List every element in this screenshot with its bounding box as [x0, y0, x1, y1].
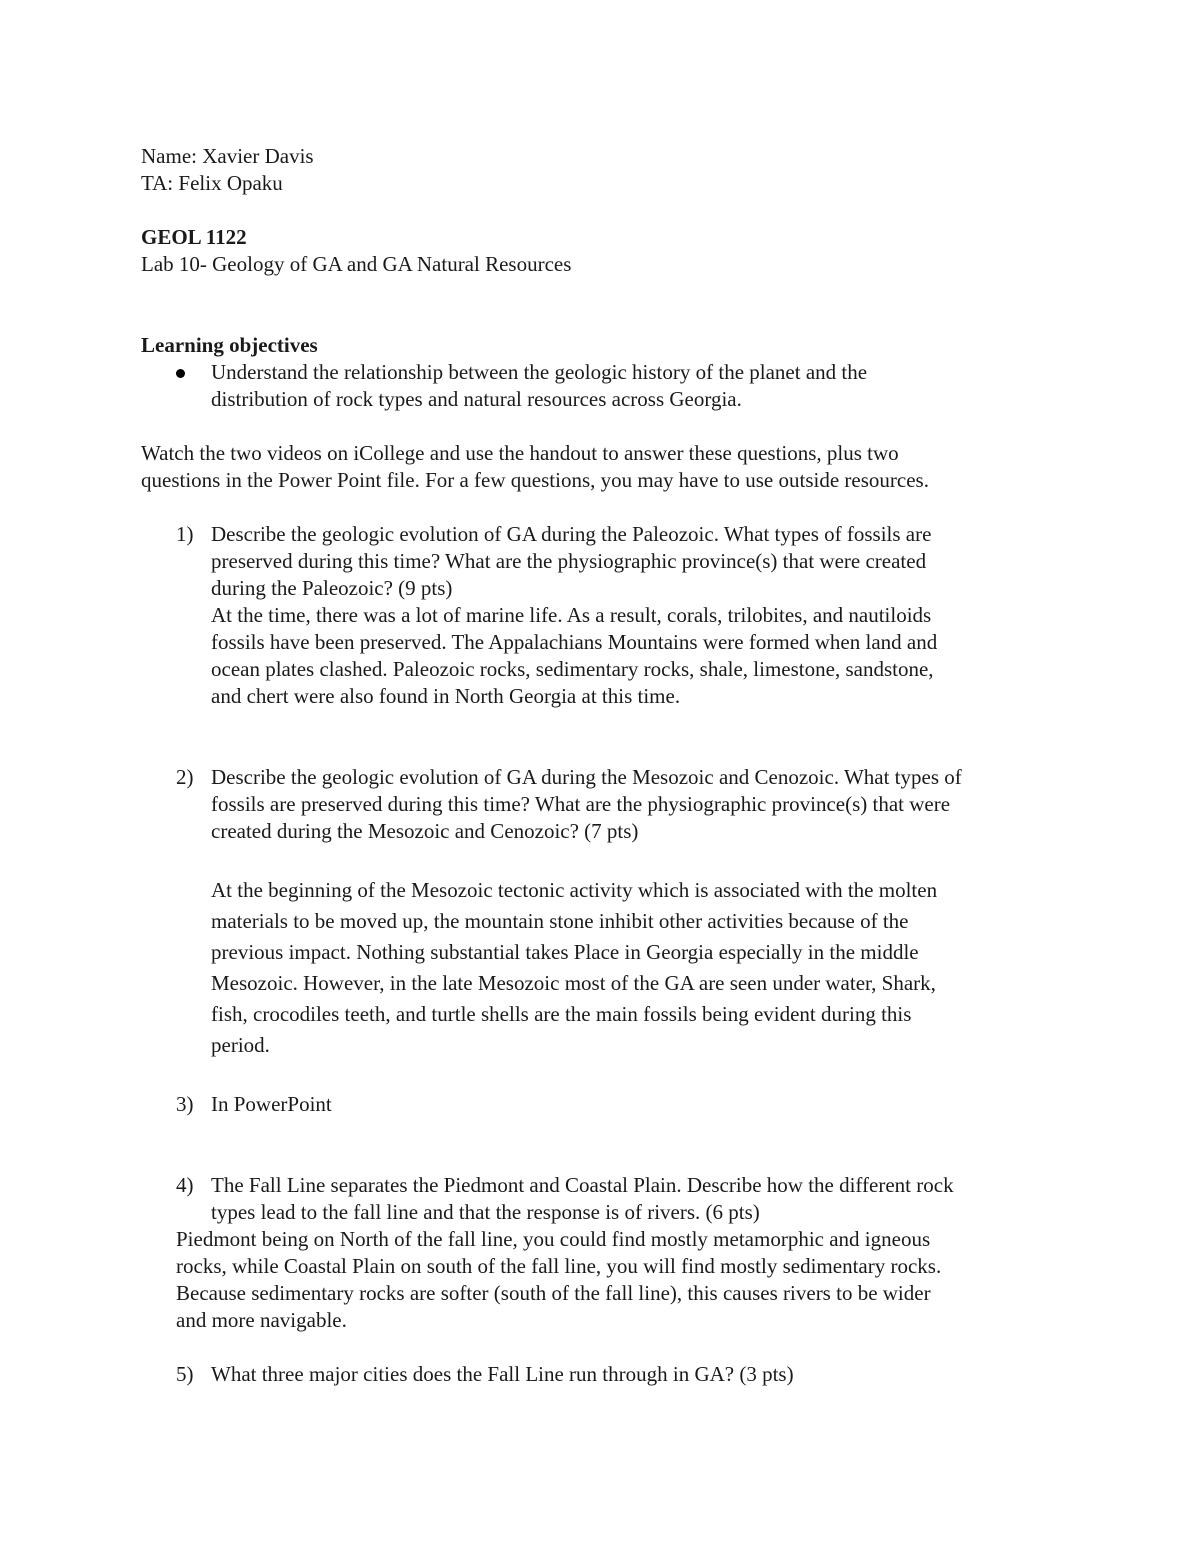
q2-answer-line: previous impact. Nothing substantial takes Place in Georgia especially in the middle [211, 940, 919, 964]
q2-number: 2) [176, 765, 194, 789]
q4-question-line: types lead to the fall line and that the response is of rivers. (6 pts) [211, 1200, 760, 1224]
ta-name: TA: Felix Opaku [141, 171, 283, 195]
q4-answer-line: rocks, while Coastal Plain on south of the fall line, you will find mostly sedimentary rocks. [176, 1254, 942, 1278]
q5-number: 5) [176, 1362, 194, 1386]
q3-question-line: In PowerPoint [211, 1092, 332, 1116]
q2-question-line: Describe the geologic evolution of GA during the Mesozoic and Cenozoic. What types of [211, 765, 962, 789]
lab-title: Lab 10- Geology of GA and GA Natural Resources [141, 252, 572, 276]
q2-answer-line: materials to be moved up, the mountain stone inhibit other activities because of the [211, 909, 909, 933]
instructions-line1: Watch the two videos on iCollege and use the handout to answer these questions, plus two [141, 441, 899, 465]
q4-answer-line: and more navigable. [176, 1308, 347, 1332]
instructions-line2: questions in the Power Point file. For a few questions, you may have to use outside resources. [141, 468, 929, 492]
q1-number: 1) [176, 522, 194, 546]
bullet-icon [176, 369, 185, 378]
q1-question-line: preserved during this time? What are the physiographic province(s) that were created [211, 549, 927, 573]
objective-text-line2: distribution of rock types and natural resources across Georgia. [211, 387, 742, 411]
q4-answer-line: Piedmont being on North of the fall line, you could find mostly metamorphic and igneous [176, 1227, 931, 1251]
q2-answer-line: period. [211, 1033, 270, 1057]
q2-answer-line: fish, crocodiles teeth, and turtle shells are the main fossils being evident during this [211, 1002, 912, 1026]
objectives-heading: Learning objectives [141, 333, 318, 357]
q1-answer-line: fossils have been preserved. The Appalachians Mountains were formed when land and [211, 630, 938, 654]
q1-question-line: Describe the geologic evolution of GA during the Paleozoic. What types of fossils are [211, 522, 932, 546]
q2-question-line: created during the Mesozoic and Cenozoic? (7 pts) [211, 819, 639, 843]
q1-question-line: during the Paleozoic? (9 pts) [211, 576, 453, 600]
q4-question-line: The Fall Line separates the Piedmont and Coastal Plain. Describe how the different rock [211, 1173, 954, 1197]
q2-question-line: fossils are preserved during this time? What are the physiographic province(s) that were [211, 792, 951, 816]
q1-answer-line: At the time, there was a lot of marine life. As a result, corals, trilobites, and nautiloids [211, 603, 932, 627]
q1-answer-line: ocean plates clashed. Paleozoic rocks, sedimentary rocks, shale, limestone, sandstone, [211, 657, 934, 681]
q2-answer-line: At the beginning of the Mesozoic tectonic activity which is associated with the molten [211, 878, 938, 902]
q3-number: 3) [176, 1092, 194, 1116]
q5-question-line: What three major cities does the Fall Line run through in GA? (3 pts) [211, 1362, 794, 1386]
course-code: GEOL 1122 [141, 225, 247, 249]
objective-text-line1: Understand the relationship between the geologic history of the planet and the [211, 360, 868, 384]
student-name: Name: Xavier Davis [141, 144, 314, 168]
q4-answer-line: Because sedimentary rocks are softer (south of the fall line), this causes rivers to be wider [176, 1281, 931, 1305]
q4-number: 4) [176, 1173, 194, 1197]
q2-answer-line: Mesozoic. However, in the late Mesozoic most of the GA are seen under water, Shark, [211, 971, 936, 995]
q1-answer-line: and chert were also found in North Georgia at this time. [211, 684, 681, 708]
